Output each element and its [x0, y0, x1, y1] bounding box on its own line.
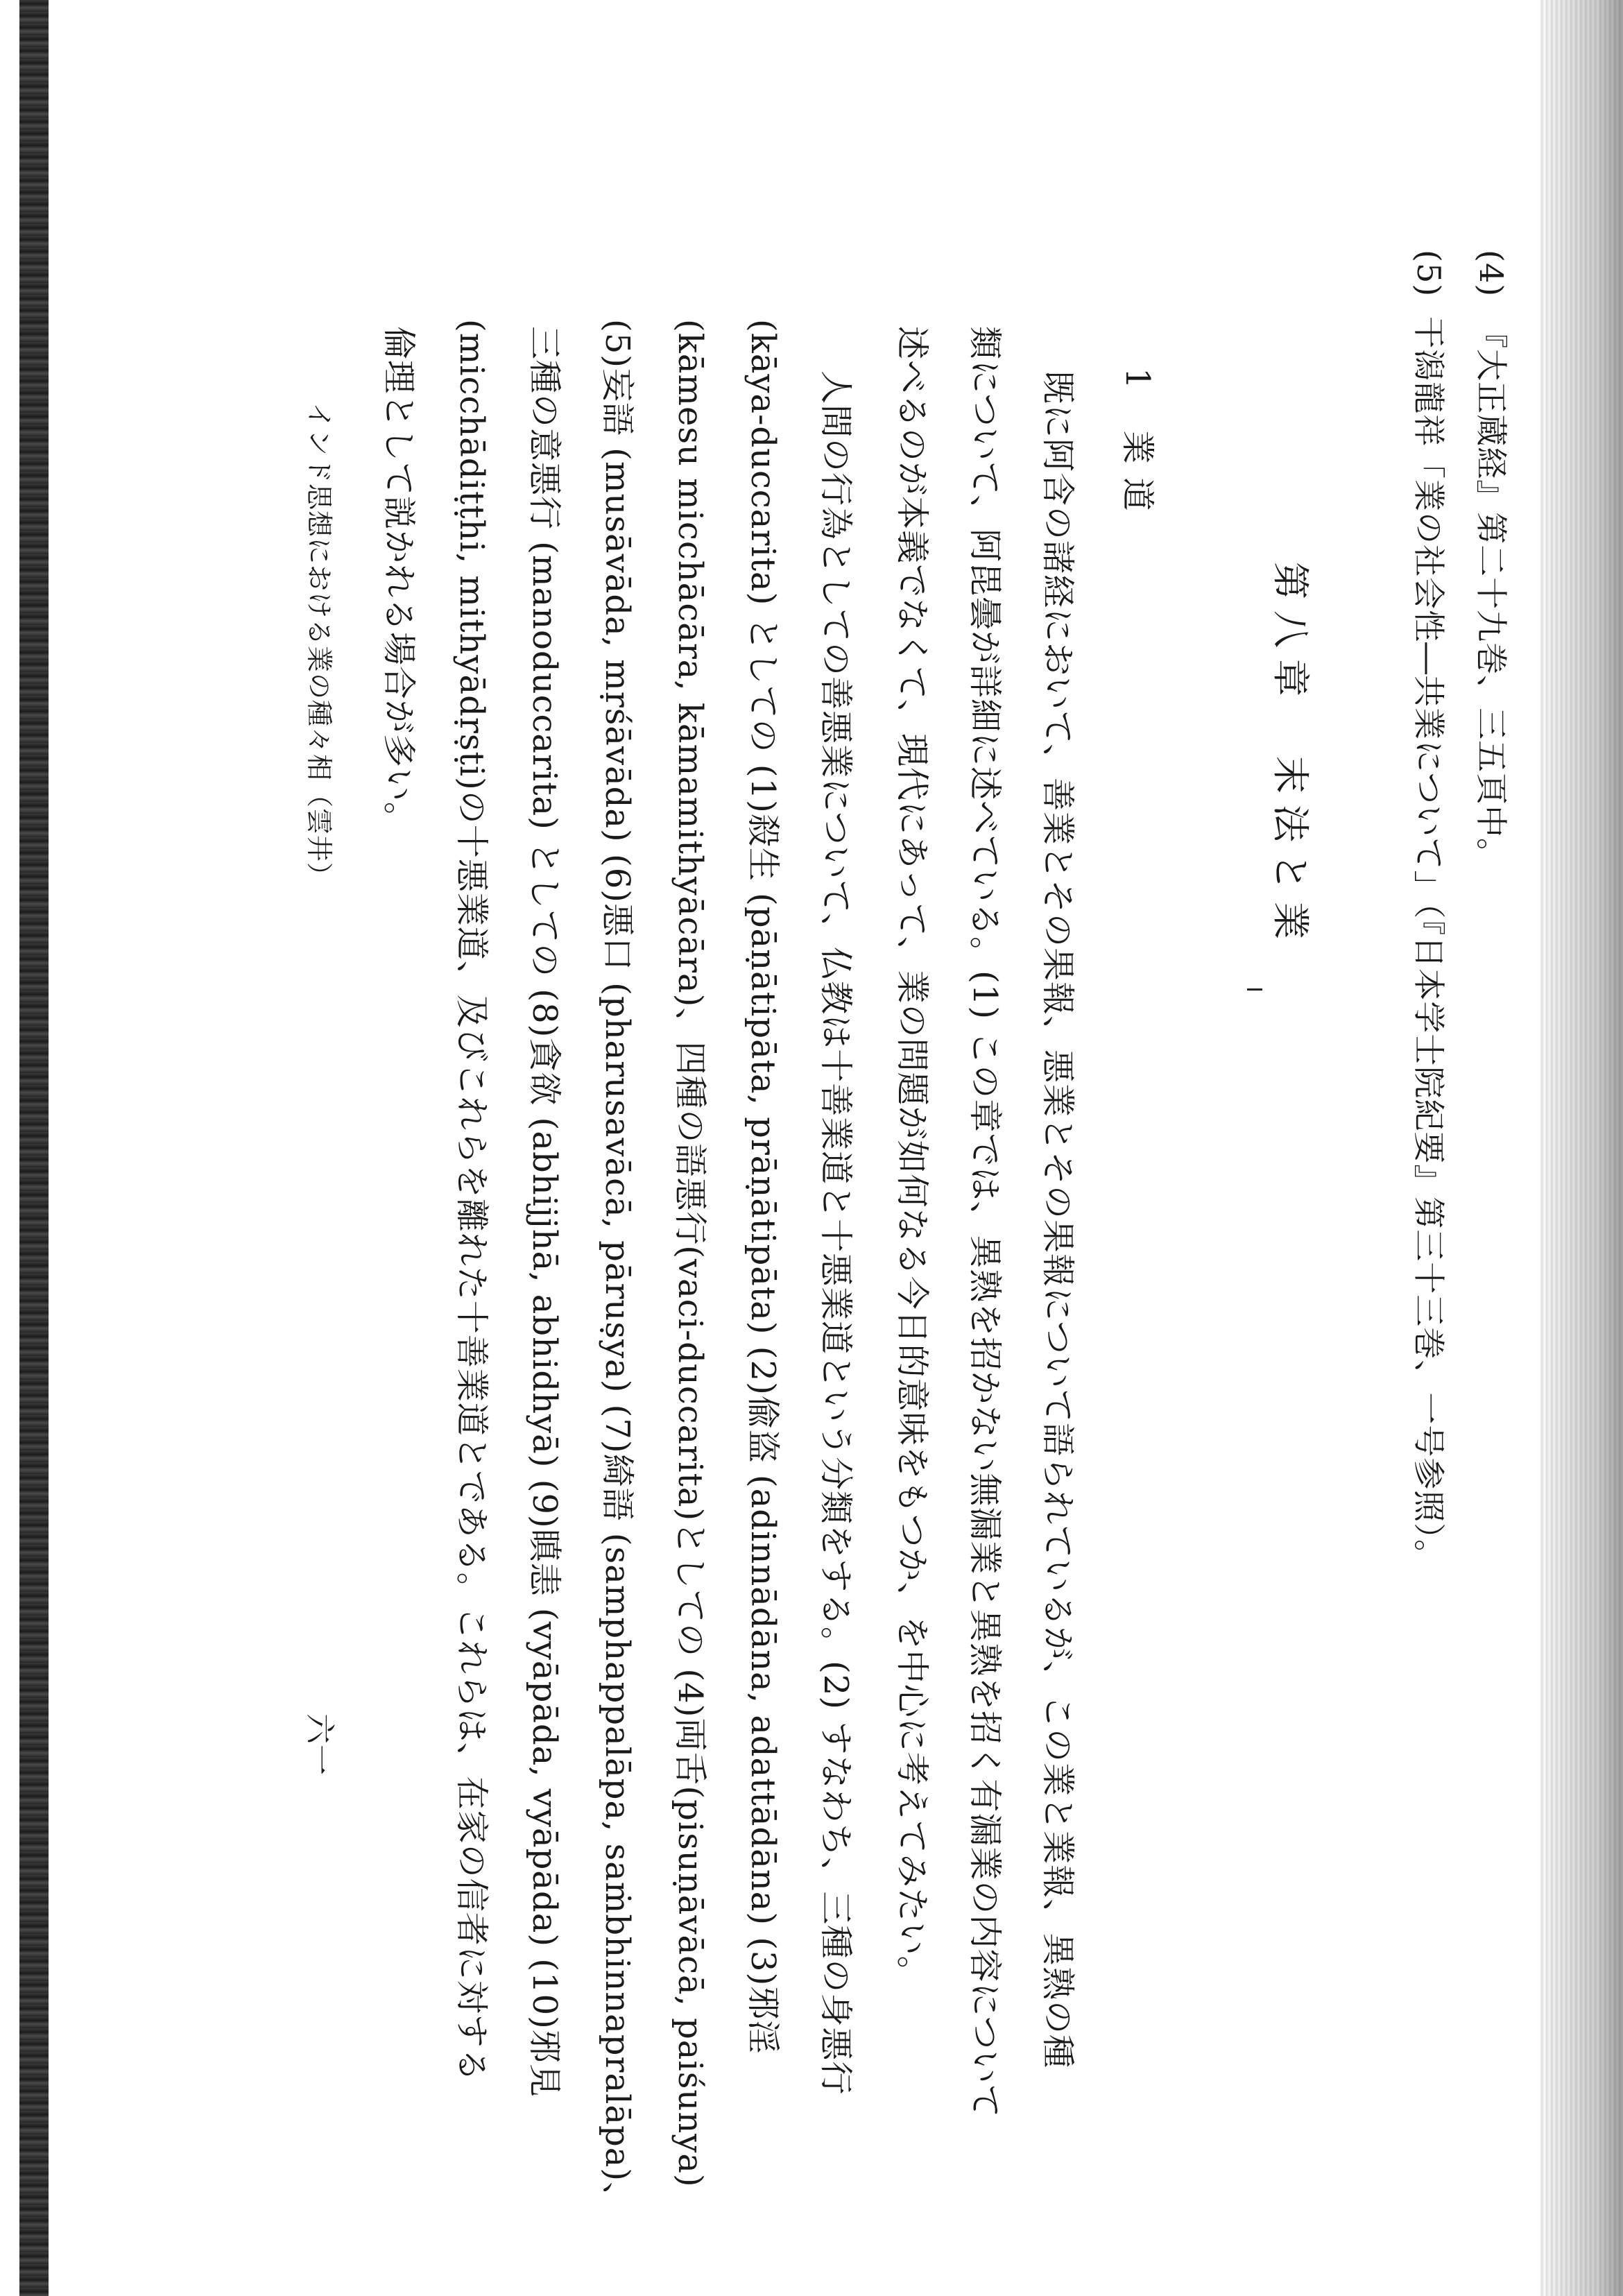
- footnote-text: 『大正蔵経』第二十九巻、三五頁中。: [1472, 316, 1510, 871]
- body-line-7: (5)妄語 (musāvāda, mṛśāvāda) (6)悪口 (pharusavācā, pāruṣya) (7)綺語 (samphappalāpa, saṁbhinnapralāpa)、: [598, 319, 637, 2216]
- body-line-6: (kāmesu micchācāra, kāmamithyācāra)、四種の語悪行(vaci-duccarita)としての (4)両舌(pisuṇāvācā, paiśunya): [671, 319, 710, 2188]
- footnote-marker: (5): [1410, 250, 1448, 298]
- section-heading: [1117, 368, 1158, 525]
- footnote-marker: (4): [1472, 250, 1510, 298]
- footnote-5: [1408, 250, 1450, 1572]
- body-line-2: 類について、阿毘曇が詳細に述べている。(1) この章では、異熟を招かない無漏業と異熟を招く有漏業の内容について: [965, 326, 1004, 2118]
- page-number: 六一: [302, 1713, 337, 1776]
- footnote-4: [1470, 250, 1512, 871]
- body-line-5: (kāya-duccarita) としての (1)殺生 (pāṇātipāta, prāṇātipāta) (2)偸盗 (adinnādāna, adattādāna) (3)邪淫: [744, 319, 782, 2055]
- body-line-4: 人間の行為としての善悪業について、仏教は十善業道と十悪業道という分類をする。(2) すなわち、三種の身悪行: [816, 336, 855, 2096]
- chapter-title: 第八章 末法と業: [1269, 562, 1312, 950]
- body-line-8: 三種の意悪行 (manoduccarita) としての (8)貪欲 (abhijjhā, abhidhyā) (9)瞋恚 (vyāpāda, vyāpāda) (10)邪見: [525, 326, 564, 2098]
- section-title: 業道: [1118, 430, 1157, 525]
- body-line-9: (micchādiṭṭhi, mithyādṛṣṭi)の十悪業道、及びこれらを離れた十善業道とである。これらは、在家の信者に対する: [452, 319, 491, 2082]
- footnote-text: 干潟龍祥「業の社会性―共業について」（『日本学士院紀要』第三十三巻、一号参照）。: [1410, 316, 1448, 1573]
- body-line-1: 既に阿含の諸経において、善業とその果報、悪業とその果報について語られているが、この業と業報、異熟の種: [1038, 336, 1077, 2069]
- rotated-page: [76, 21, 1561, 2275]
- body-line-3: 述べるのが本義でなくて、現代にあって、業の問題が如何なる今日的意味をもつか、を中心に考えてみたい。: [893, 326, 931, 1990]
- divider-mark: [1247, 988, 1262, 991]
- section-number: 1: [1118, 368, 1157, 403]
- running-title: インド思想における業の種々相（雲井）: [304, 402, 334, 890]
- scan-edge-left: [19, 0, 49, 2296]
- body-line-10: 倫理として説かれる場合が多い。: [379, 326, 418, 837]
